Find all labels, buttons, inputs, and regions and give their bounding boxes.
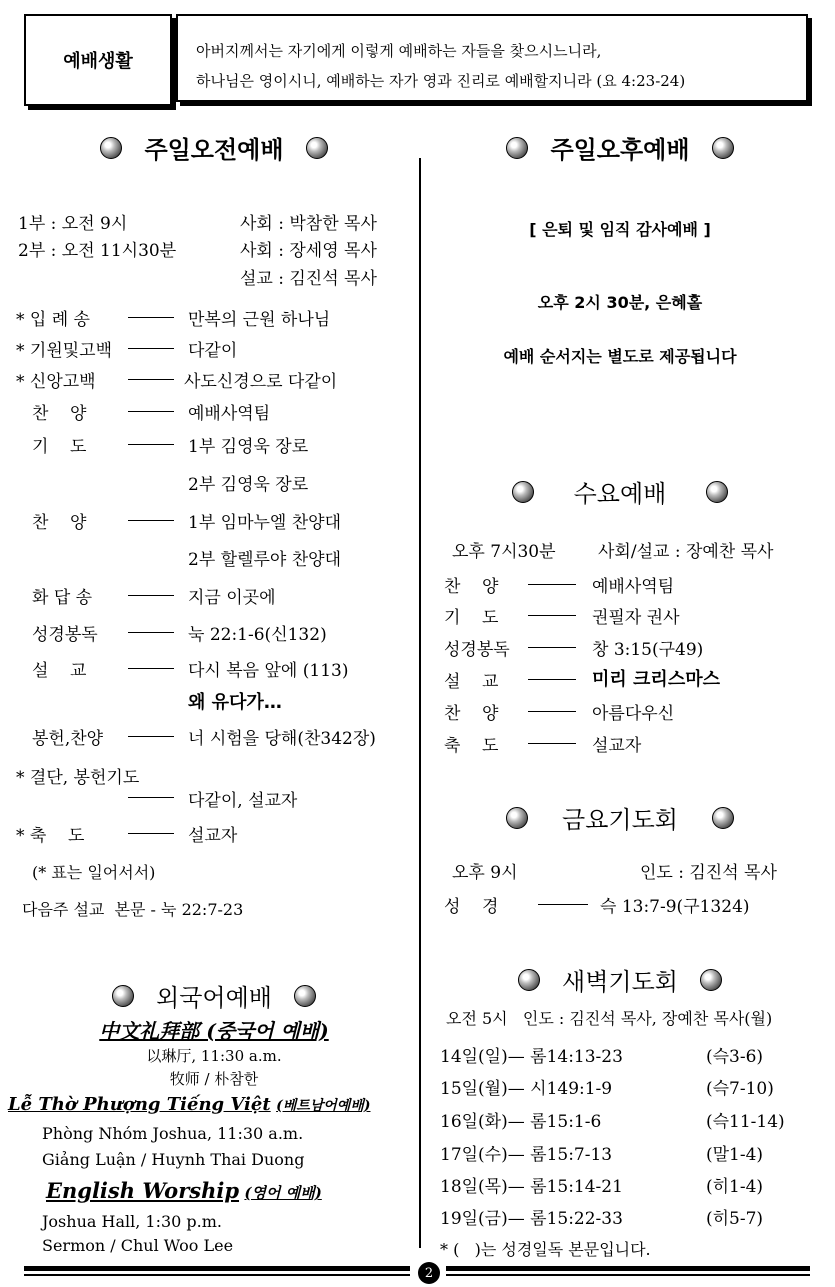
bullet-circle-icon [506, 137, 528, 159]
section-label: 예배생활 [63, 51, 133, 72]
dash-line [528, 743, 576, 744]
dawn-day: 15일(월)— 시149:1-9 [440, 1079, 613, 1099]
dawn-info: 오전 5시 인도 : 김진석 목사, 장예찬 목사(월) [446, 1009, 773, 1028]
dash-line [538, 904, 588, 905]
sermon-title: 왜 유다가… [188, 692, 282, 713]
chinese-line-2: 牧师 / 朴참한 [169, 1070, 259, 1088]
chinese-line-1: 以琳厅, 11:30 a.m. [146, 1047, 282, 1065]
order-desc: 예배사역팀 [188, 404, 271, 424]
page-number: 2 [418, 1262, 440, 1284]
dash-line [128, 632, 174, 633]
wed-order-item: 찬 양 [444, 704, 499, 724]
order-item: * 입 례 송 [16, 310, 90, 330]
wed-order-desc: 창 3:15(구49) [592, 640, 704, 660]
order-desc: 2부 김영욱 장로 [188, 475, 309, 495]
verse-line-2: 하나님은 영이시니, 예배하는 자가 영과 진리로 예배할지니라 (요 4:23-24) [196, 72, 686, 90]
order-desc: 사도신경으로 다같이 [184, 372, 338, 392]
order-desc: 1부 김영욱 장로 [188, 437, 309, 457]
chinese-heading: 中文礼拜部 (중국어 예배) [99, 1019, 329, 1043]
order-desc: 너 시험을 당해(찬342장) [188, 729, 376, 749]
dawn-ref: (슥11-14) [706, 1112, 785, 1132]
order-item: * 축 도 [16, 826, 85, 846]
order-desc: 지금 이곳에 [188, 588, 276, 608]
bullet-circle-icon [506, 807, 528, 829]
dawn-ref: (말1-4) [706, 1145, 764, 1165]
dash-line [128, 797, 174, 798]
order-desc: 1부 임마누엘 찬양대 [188, 513, 341, 533]
order-item: 봉헌,찬양 [32, 729, 104, 749]
dawn-day: 19일(금)— 롬15:22-33 [440, 1209, 623, 1229]
bullet-circle-icon [712, 137, 734, 159]
friday-time: 오후 9시 [452, 863, 518, 883]
dawn-ref: (슥3-6) [706, 1047, 764, 1067]
wed-order-item: 성경봉독 [444, 640, 510, 660]
english-line-1: Joshua Hall, 1:30 p.m. [42, 1212, 222, 1231]
wednesday-title: 수요예배 [430, 474, 810, 509]
dawn-ref: (히5-7) [706, 1209, 764, 1229]
afternoon-note: 예배 순서지는 별도로 제공됩니다 [503, 347, 737, 366]
order-item: 기 도 [32, 437, 87, 457]
verse-box [176, 14, 808, 102]
dash-line [128, 595, 174, 596]
wed-sermon-title: 미리 크리스마스 [592, 669, 720, 690]
order-desc: 2부 할렐루야 찬양대 [188, 550, 341, 570]
order-item: 찬 양 [32, 513, 87, 533]
bullet-circle-icon [100, 137, 122, 159]
vietnamese-line-2: Giảng Luận / Huynh Thai Duong [42, 1150, 305, 1169]
dawn-title: 새벽기도회 [430, 962, 810, 997]
dawn-ref: (히1-4) [706, 1177, 764, 1197]
dash-line [128, 317, 174, 318]
dawn-day: 18일(목)— 롬15:14-21 [440, 1177, 623, 1197]
order-item: * 기원및고백 [16, 341, 113, 361]
wed-order-desc: 예배사역팀 [592, 577, 675, 597]
verse-line-1: 아버지께서는 자기에게 이렇게 예배하는 자들을 찾으시느니라, [196, 42, 602, 60]
wed-order-item: 설 교 [444, 672, 499, 692]
bullet-circle-icon [512, 481, 534, 503]
order-desc: 설교자 [188, 826, 238, 846]
bullet-circle-icon [700, 969, 722, 991]
service-time-2: 2부 : 오전 11시30분 [18, 241, 177, 261]
order-desc: 다시 복음 앞에 (113) [188, 661, 349, 681]
service-role-1: 사회 : 박참한 목사 [240, 214, 377, 234]
wed-order-item: 축 도 [444, 736, 499, 756]
friday-scripture: 슥 13:7-9(구1324) [600, 897, 750, 917]
dash-line [128, 833, 174, 834]
bullet-circle-icon [518, 969, 540, 991]
order-desc: 다같이, 설교자 [188, 791, 298, 811]
english-heading: English Worship (영어 예배) [46, 1178, 322, 1203]
wed-order-desc: 설교자 [592, 736, 642, 756]
bullet-circle-icon [112, 985, 134, 1007]
order-desc: 다같이 [188, 341, 238, 361]
dash-line [528, 711, 576, 712]
wed-order-desc: 권필자 권사 [592, 608, 680, 628]
order-item: * 결단, 봉헌기도 [16, 768, 140, 788]
bullet-circle-icon [706, 481, 728, 503]
footer-rule-left [24, 1266, 410, 1276]
order-item: 설 교 [32, 661, 87, 681]
service-time-1: 1부 : 오전 9시 [18, 214, 128, 234]
dash-line [528, 584, 576, 585]
dash-line [128, 444, 174, 445]
next-week-text: 다음주 설교 본문 - 눅 22:7-23 [22, 900, 244, 919]
dawn-day: 16일(화)— 롬15:1-6 [440, 1112, 602, 1132]
order-item: 화 답 송 [32, 588, 93, 608]
service-role-3: 설교 : 김진석 목사 [240, 269, 377, 289]
friday-scripture-label: 성 경 [444, 897, 499, 917]
order-item: * 신앙고백 [16, 372, 96, 392]
order-desc: 눅 22:1-6(신132) [188, 625, 327, 645]
section-label-box [24, 14, 172, 106]
column-divider [419, 158, 421, 1248]
sunday-afternoon-title: 주일오후예배 [430, 130, 810, 165]
wed-order-item: 기 도 [444, 608, 499, 628]
bullet-circle-icon [712, 807, 734, 829]
vietnamese-line-1: Phòng Nhóm Joshua, 11:30 a.m. [42, 1124, 304, 1143]
dash-line [128, 411, 174, 412]
dash-line [528, 647, 576, 648]
dawn-note: * ( )는 성경일독 본문입니다. [440, 1240, 651, 1259]
sunday-morning-title: 주일오전예배 [24, 130, 404, 165]
service-role-2: 사회 : 장세영 목사 [240, 241, 377, 261]
dash-line [528, 615, 576, 616]
foreign-worship-title: 외국어예배 [24, 978, 404, 1013]
dawn-ref: (슥7-10) [706, 1079, 774, 1099]
wed-order-desc: 아름다우신 [592, 704, 675, 724]
friday-title: 금요기도회 [430, 800, 810, 835]
order-item: 성경봉독 [32, 625, 98, 645]
wednesday-time: 오후 7시30분 [452, 542, 556, 562]
footer-rule-right [446, 1266, 810, 1276]
order-item: 찬 양 [32, 404, 87, 424]
dash-line [128, 379, 174, 380]
dash-line [528, 679, 576, 680]
afternoon-time: 오후 2시 30분, 은혜홀 [537, 293, 703, 312]
bullet-circle-icon [306, 137, 328, 159]
friday-leader: 인도 : 김진석 목사 [640, 863, 777, 883]
bullet-circle-icon [294, 985, 316, 1007]
dash-line [128, 736, 174, 737]
standing-note: (* 표는 일어서서) [32, 863, 156, 882]
english-line-2: Sermon / Chul Woo Lee [42, 1236, 234, 1255]
afternoon-subtitle: [ 은퇴 및 임직 감사예배 ] [529, 220, 711, 239]
dash-line [128, 348, 174, 349]
wed-order-item: 찬 양 [444, 577, 499, 597]
order-desc: 만복의 근원 하나님 [188, 310, 331, 330]
dash-line [128, 520, 174, 521]
dawn-day: 14일(일)— 롬14:13-23 [440, 1047, 623, 1067]
dash-line [128, 668, 174, 669]
wednesday-leader: 사회/설교 : 장예찬 목사 [598, 542, 774, 562]
vietnamese-heading: Lễ Thờ Phượng Tiếng Việt (베트남어예배) [8, 1094, 371, 1115]
dawn-day: 17일(수)— 롬15:7-13 [440, 1145, 613, 1165]
